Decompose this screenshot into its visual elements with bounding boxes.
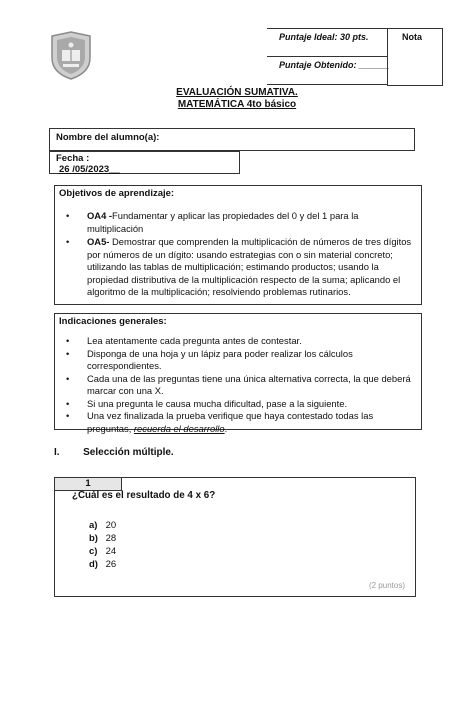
instruction-text: Si una pregunta le causa mucha dificultad, pase a la siguiente. [87,397,348,409]
instructions-heading: Indicaciones generales: [59,316,167,327]
exam-title: EVALUACIÓN SUMATIVA. [176,87,298,98]
instruction-text: Disponga de una hoja y un lápiz para poder realizar los cálculos correspondientes. [87,347,353,371]
bullet-icon: • [66,210,70,221]
question-number: 1 [55,478,122,491]
option-value: 24 [105,546,117,557]
bullet-icon: • [66,335,70,346]
objectives-heading: Objetivos de aprendizaje: [59,188,175,199]
option-letter: c) [89,546,98,557]
section-number: I. [54,447,60,458]
instruction-text: Lea atentamente cada pregunta antes de contestar. [87,335,302,346]
instruction-item [59,348,417,373]
objective-separator: - [106,210,113,221]
bullet-icon: • [66,397,70,409]
option-letter: d) [89,559,98,570]
objectives-box [54,185,422,305]
instruction-text-end: . [224,422,228,434]
date-value: 26 /05/2023__ [59,164,120,175]
date-label: Fecha : [56,153,90,164]
instruction-item [59,410,417,435]
instruction-item [59,398,417,411]
grade-label: Nota [402,32,422,42]
objective-separator: - [106,236,113,247]
option-a[interactable] [89,520,116,531]
option-c[interactable] [89,546,116,557]
instruction-emphasis: recuerda el desarrollo [133,422,225,434]
date-field[interactable] [49,151,240,174]
instructions-list [59,335,417,435]
section-heading [54,447,174,458]
option-b[interactable] [89,533,116,544]
objectives-list [59,210,417,299]
instruction-text: Una vez finalizada la prueba verifique que haya contestado todas las preguntas, [87,410,374,434]
instruction-item [59,335,417,348]
ideal-score: Puntaje Ideal: 30 pts. [279,32,369,42]
question-points: (2 puntos) [368,581,405,590]
instruction-item [59,373,417,398]
objective-item [59,236,417,299]
divider [267,84,387,85]
grade-box[interactable] [387,28,443,86]
question-box [54,477,416,597]
student-name-field[interactable] [49,128,415,151]
option-d[interactable] [89,559,116,570]
instruction-text: Cada una de las preguntas tiene una única alternativa correcta, la que deberá marcar con una X. [87,372,411,396]
objective-text: Demostrar que comprenden la multiplicación de números de tres dígitos por números de un dígito: usando estrategias con o sin material concreto; utilizando las tablas de multiplicación; estimando productos; usando la propiedad distributiva de la multiplicación respecto de la suma; aplicando el algoritmo de la multiplicación; resolviendo problemas rutinarios. [87,236,412,297]
objective-item [59,210,417,235]
option-value: 20 [105,520,117,531]
obtained-score: Puntaje Obtenido: ______ [279,60,390,70]
question-text: ¿Cuál es el resultado de 4 x 6? [72,490,216,501]
objective-code: OA4 [87,210,107,221]
option-value: 26 [105,559,117,570]
school-logo [48,30,94,80]
exam-subtitle: MATEMÁTICA 4to básico [177,99,297,110]
option-letter: a) [89,520,98,531]
instructions-box [54,313,422,434]
bullet-icon: • [66,410,70,421]
objective-code: OA5 [87,236,107,247]
option-value: 28 [105,533,117,544]
bullet-icon: • [66,236,70,247]
score-box [267,28,399,85]
objective-text: Fundamentar y aplicar las propiedades del 0 y del 1 para la multiplicación [87,210,359,234]
student-name-label: Nombre del alumno(a): [56,132,160,143]
section-title: Selección múltiple. [83,447,174,458]
divider [267,56,387,57]
bullet-icon: • [66,347,70,359]
bullet-icon: • [66,372,70,384]
option-letter: b) [89,533,98,544]
